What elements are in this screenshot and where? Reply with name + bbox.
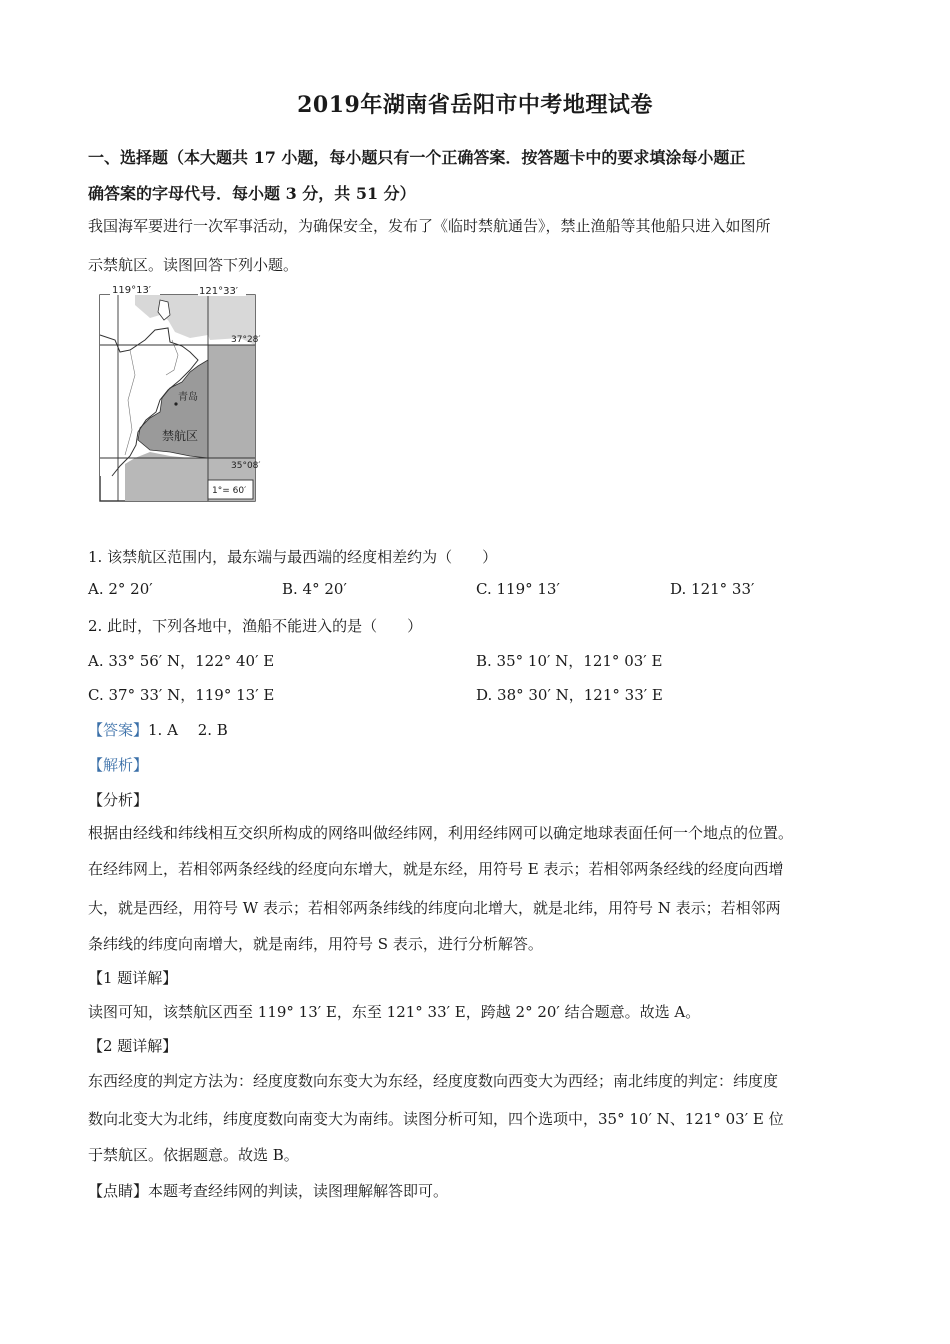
fenxi-line-3: 大，就是西经，用符号 W 表示；若相邻两条纬线的纬度向北增大，就是北纬，用符号 N 表示；若相邻两 xyxy=(88,899,781,917)
fenxi-tag: 【分析】 xyxy=(88,791,149,809)
question-1-stem: 1. 该禁航区范围内，最东端与最西端的经度相差约为（ ） xyxy=(88,548,498,566)
question-2-option-c: C. 37° 33′ N，119° 13′ E xyxy=(88,686,275,704)
section-header-line-1: 一、选择题（本大题共 17 小题，每小题只有一个正确答案．按答题卡中的要求填涂每小题正 xyxy=(88,148,746,167)
dianjing-line xyxy=(88,1180,448,1201)
no-navigation-zone-map xyxy=(90,280,265,510)
dianjing-text: 本题考查经纬网的判读，读图理解解答即可。 xyxy=(148,1182,449,1200)
answer-line xyxy=(88,719,228,740)
detail-2-tag: 【2 题详解】 xyxy=(88,1037,178,1055)
answer-text: 1. A 2. B xyxy=(148,721,228,739)
lat-top-label: 37°28′ xyxy=(231,335,261,345)
intro-line-1: 我国海军要进行一次军事活动，为确保安全，发布了《临时禁航通告》，禁止渔船等其他船只进入如图所 xyxy=(88,217,771,235)
fenxi-line-2: 在经纬网上，若相邻两条经线的经度向东增大，就是东经，用符号 E 表示；若相邻两条经线的经度向西增 xyxy=(88,860,784,878)
page-title: 2019年湖南省岳阳市中考地理试卷 xyxy=(297,92,653,118)
lon-left-label: 119°13′ xyxy=(112,285,152,296)
dianjing-tag: 【点睛】 xyxy=(88,1182,149,1200)
question-2-stem: 2. 此时，下列各地中，渔船不能进入的是（ ） xyxy=(88,617,423,635)
eastern-sea xyxy=(208,345,255,458)
scale-label: 1°= 60′ xyxy=(212,486,247,496)
zone-label: 禁航区 xyxy=(162,429,199,443)
city-label-qingdao: 青岛 xyxy=(178,392,198,403)
detail-1-text: 读图可知，该禁航区西至 119° 13′ E，东至 121° 33′ E，跨越 2° 20′ 结合题意。故选 A。 xyxy=(88,1003,701,1021)
fenxi-line-4: 条纬线的纬度向南增大，就是南纬，用符号 S 表示，进行分析解答。 xyxy=(88,935,543,953)
question-1-option-b: B. 4° 20′ xyxy=(282,580,347,598)
question-2-option-d: D. 38° 30′ N，121° 33′ E xyxy=(476,686,663,704)
detail-1-tag: 【1 题详解】 xyxy=(88,969,178,987)
lat-bottom-label: 35°08′ xyxy=(231,461,261,471)
question-1-option-a: A. 2° 20′ xyxy=(88,580,153,598)
question-1-option-c: C. 119° 13′ xyxy=(476,580,560,598)
fenxi-line-1: 根据由经线和纬线相互交织所构成的网络叫做经纬网，利用经纬网可以确定地球表面任何一个地点的位置。 xyxy=(88,824,794,842)
answer-tag: 【答案】 xyxy=(88,721,149,739)
city-dot xyxy=(174,402,177,405)
section-header-line-2: 确答案的字母代号．每小题 3 分，共 51 分） xyxy=(88,184,416,203)
question-1-option-d: D. 121° 33′ xyxy=(670,580,755,598)
intro-line-2: 示禁航区。读图回答下列小题。 xyxy=(88,256,299,274)
detail-2-line-2: 数向北变大为北纬，纬度度数向南变大为南纬。读图分析可知，四个选项中，35° 10′ N、121° 03′ E 位 xyxy=(88,1110,784,1128)
detail-2-line-1: 东西经度的判定方法为：经度度数向东变大为东经，经度度数向西变大为西经；南北纬度的判定：纬度度 xyxy=(88,1072,779,1090)
detail-2-line-3: 于禁航区。依据题意。故选 B。 xyxy=(88,1146,299,1164)
analysis-tag: 【解析】 xyxy=(88,756,149,774)
question-2-option-a: A. 33° 56′ N，122° 40′ E xyxy=(88,652,275,670)
lon-right-label: 121°33′ xyxy=(199,286,239,297)
question-2-option-b: B. 35° 10′ N，121° 03′ E xyxy=(476,652,663,670)
